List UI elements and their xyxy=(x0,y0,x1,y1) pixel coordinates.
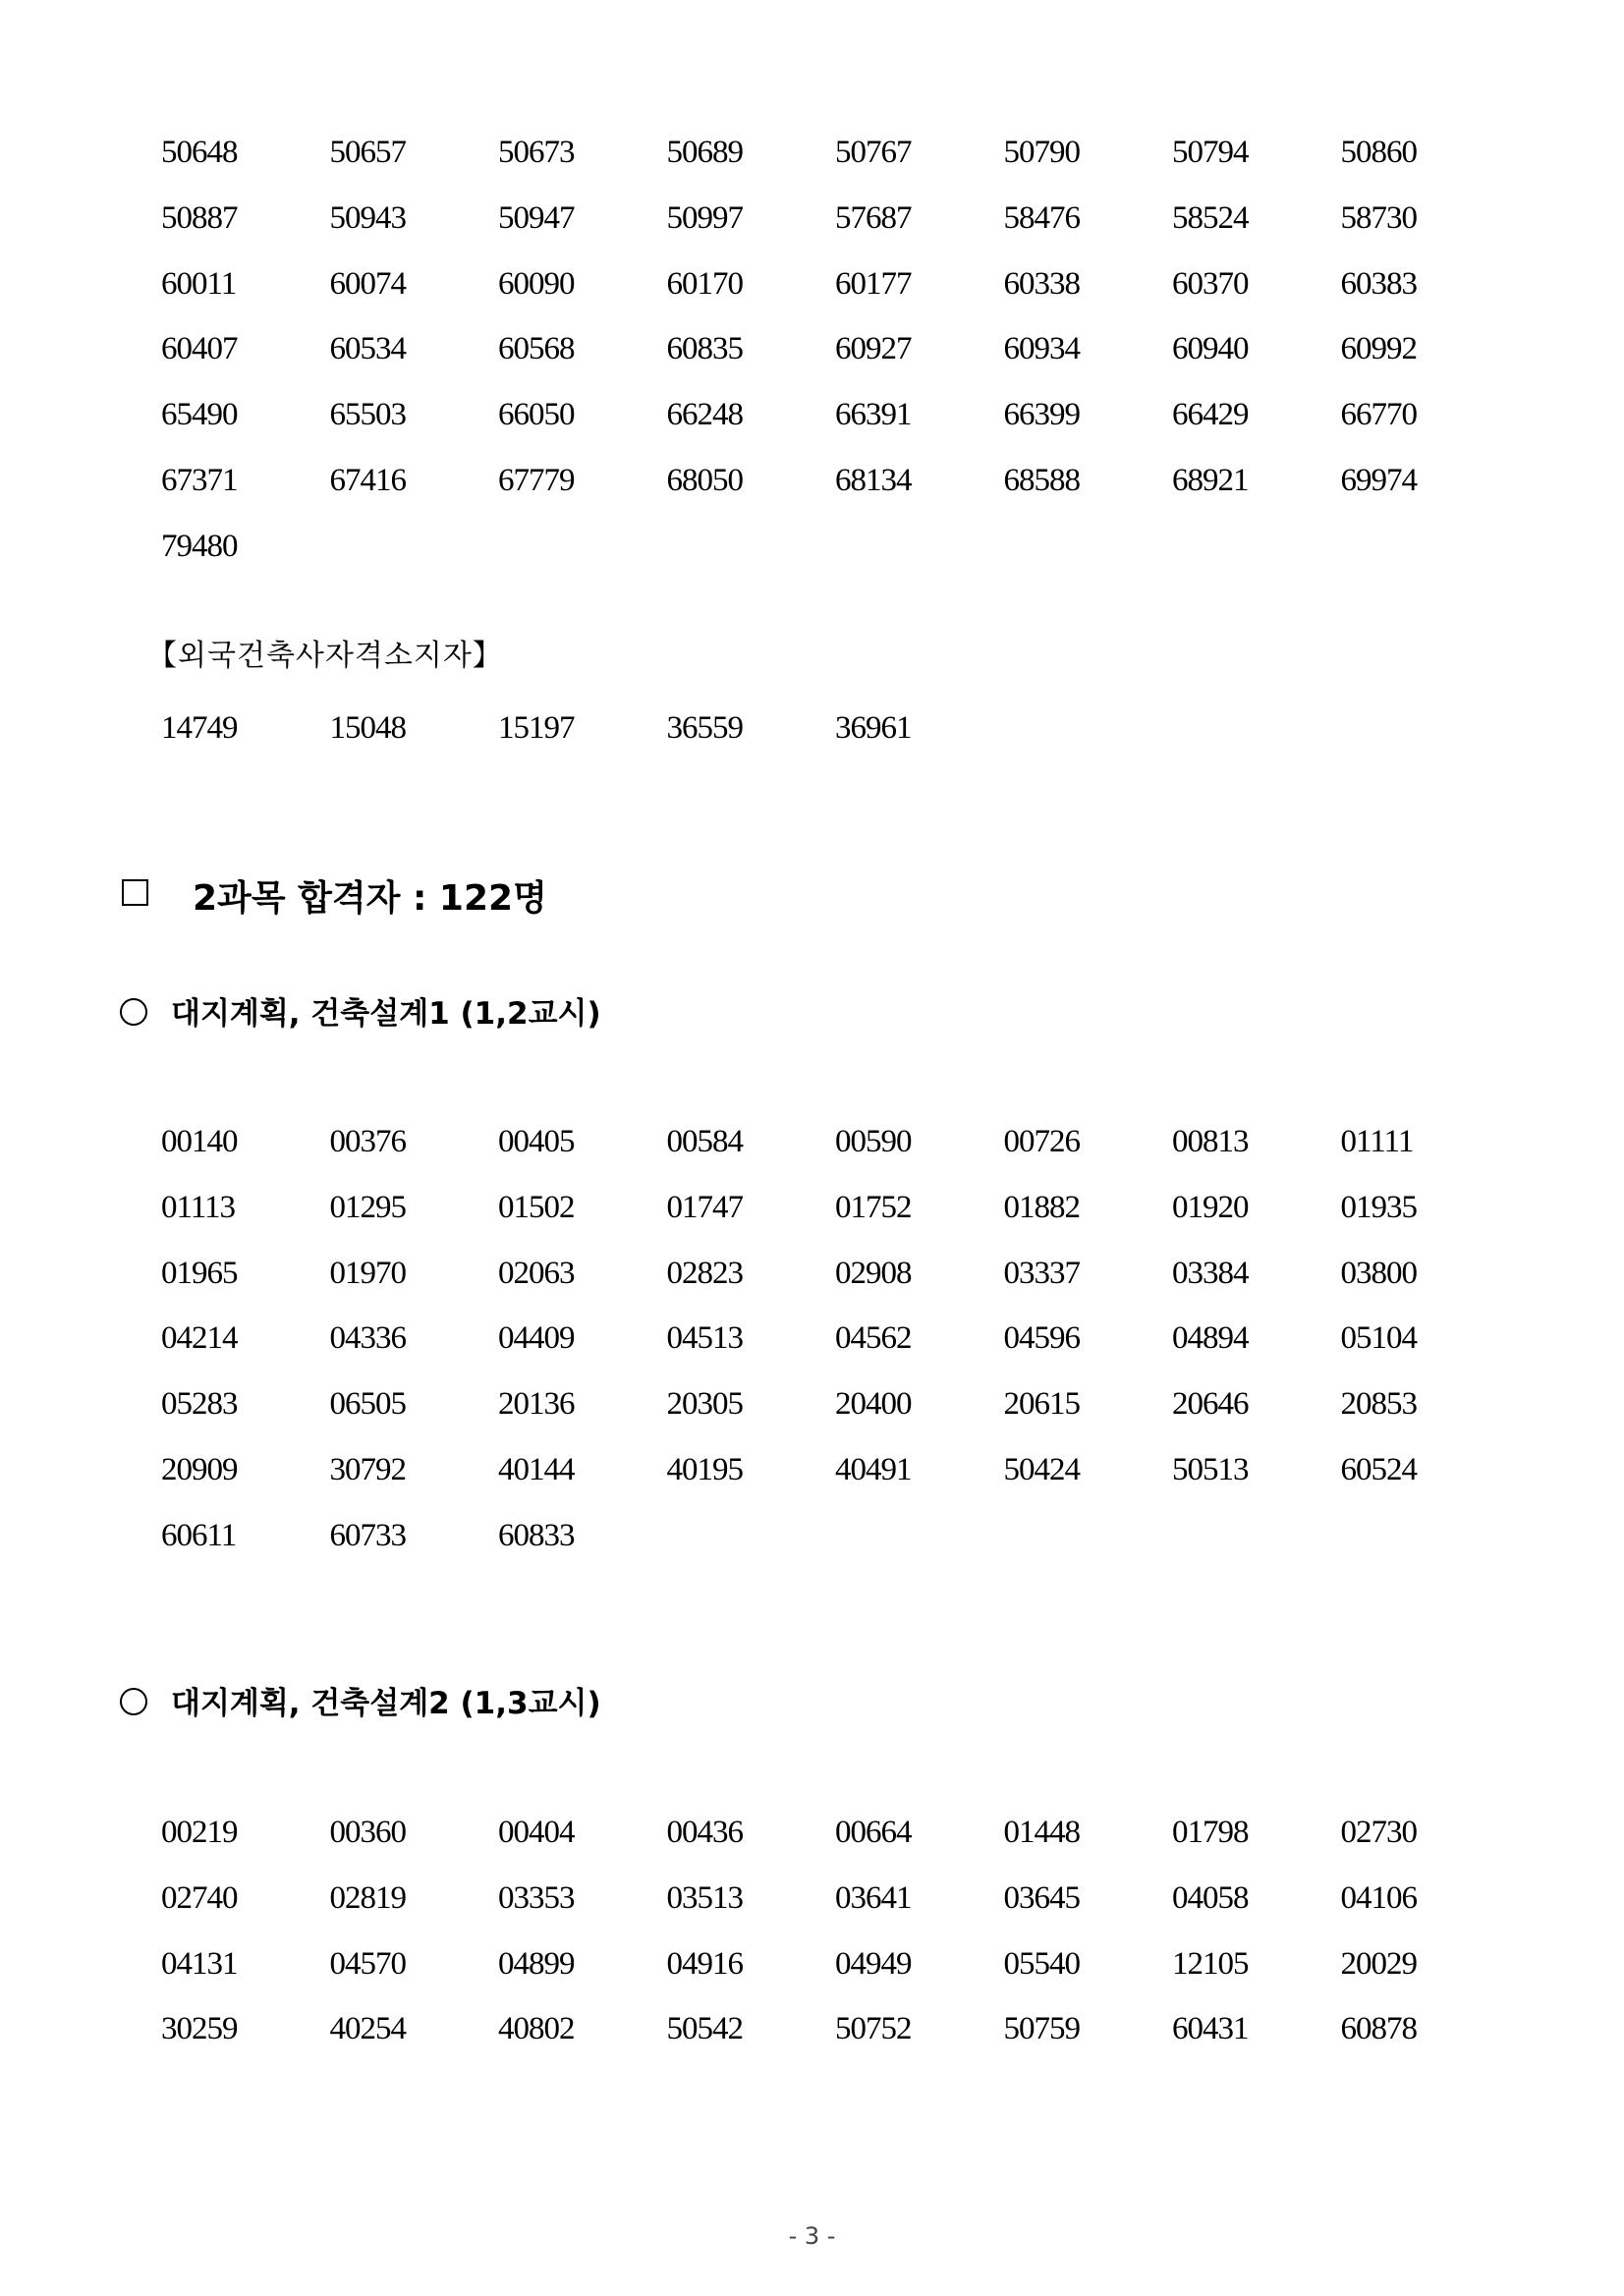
candidate-number: 50689 xyxy=(666,135,743,170)
candidate-number: 30792 xyxy=(329,1451,406,1487)
candidate-number: 60934 xyxy=(1003,331,1080,367)
candidate-number: 06505 xyxy=(329,1386,406,1423)
candidate-number: 60992 xyxy=(1340,331,1417,367)
candidate-number: 68050 xyxy=(666,462,743,498)
candidate-number: 60940 xyxy=(1172,331,1249,367)
candidate-number: 03800 xyxy=(1340,1255,1417,1291)
candidate-number: 04949 xyxy=(835,1945,912,1982)
candidate-number: 04336 xyxy=(329,1320,406,1357)
candidate-number: 60383 xyxy=(1340,265,1417,302)
candidate-number: 04513 xyxy=(666,1320,743,1357)
candidate-number: 60611 xyxy=(161,1517,237,1553)
candidate-number: 00404 xyxy=(498,1815,575,1850)
candidate-number: 01448 xyxy=(1003,1815,1080,1850)
candidate-number: 01798 xyxy=(1172,1815,1249,1850)
foreign-license-holders-label: 【외국건축사자격소지자】 xyxy=(147,639,503,673)
candidate-number: 60011 xyxy=(161,265,237,302)
candidate-number: 50542 xyxy=(666,2011,743,2047)
candidate-number: 50887 xyxy=(161,199,238,236)
candidate-number: 04916 xyxy=(666,1945,743,1982)
candidate-number: 66391 xyxy=(835,397,912,433)
subsection-1-label: 대지계획, 건축설계1 (1,2교시) xyxy=(171,996,601,1032)
candidate-number: 00813 xyxy=(1172,1124,1249,1159)
candidate-number: 60878 xyxy=(1340,2011,1417,2047)
candidate-number: 67416 xyxy=(329,462,406,498)
candidate-number: 40491 xyxy=(835,1451,912,1487)
candidate-number: 60927 xyxy=(835,331,912,367)
candidate-number: 20305 xyxy=(666,1386,743,1423)
candidate-number: 00664 xyxy=(835,1815,912,1850)
candidate-number: 05104 xyxy=(1340,1320,1417,1357)
candidate-number: 30259 xyxy=(161,2011,238,2047)
candidate-number: 00219 xyxy=(161,1815,238,1850)
candidate-number: 01111 xyxy=(1340,1124,1414,1159)
candidate-number: 04106 xyxy=(1340,1879,1417,1916)
candidate-number: 02819 xyxy=(329,1879,406,1916)
candidate-number: 60833 xyxy=(498,1517,575,1553)
section-heading: 2과목 합격자 : 122명 xyxy=(193,878,547,919)
candidate-number: 00376 xyxy=(329,1124,406,1159)
candidate-number: 15197 xyxy=(498,710,575,746)
candidate-number: 60534 xyxy=(329,331,406,367)
candidate-number: 05283 xyxy=(161,1386,238,1423)
candidate-number: 58524 xyxy=(1172,199,1249,236)
candidate-number: 50759 xyxy=(1003,2011,1080,2047)
candidate-number: 04596 xyxy=(1003,1320,1080,1357)
candidate-number: 00360 xyxy=(329,1815,406,1850)
candidate-number: 15048 xyxy=(329,710,406,746)
candidate-number: 02823 xyxy=(666,1255,743,1291)
candidate-number: 68134 xyxy=(835,462,912,498)
candidate-number: 60524 xyxy=(1340,1451,1417,1487)
circle-outline-icon xyxy=(120,1688,147,1715)
candidate-number: 50673 xyxy=(498,135,575,170)
candidate-number: 50513 xyxy=(1172,1451,1249,1487)
top-number-grid xyxy=(161,120,1509,580)
candidate-number: 50767 xyxy=(835,135,912,170)
circle-outline-icon xyxy=(120,998,147,1026)
candidate-number: 50424 xyxy=(1003,1451,1080,1487)
candidate-number: 67779 xyxy=(498,462,575,498)
candidate-number: 04899 xyxy=(498,1945,575,1982)
candidate-number: 36961 xyxy=(835,710,912,746)
candidate-number: 67371 xyxy=(161,462,238,498)
candidate-number: 12105 xyxy=(1172,1945,1249,1982)
candidate-number: 01747 xyxy=(666,1189,743,1225)
candidate-number: 05540 xyxy=(1003,1945,1080,1982)
candidate-number: 01935 xyxy=(1340,1189,1417,1225)
candidate-number: 66770 xyxy=(1340,397,1417,433)
candidate-number: 04409 xyxy=(498,1320,575,1357)
candidate-number: 40254 xyxy=(329,2011,406,2047)
candidate-number: 00584 xyxy=(666,1124,743,1159)
candidate-number: 65490 xyxy=(161,397,238,433)
candidate-number: 66429 xyxy=(1172,397,1249,433)
candidate-number: 01295 xyxy=(329,1189,406,1225)
candidate-number: 60090 xyxy=(498,265,575,302)
candidate-number: 20400 xyxy=(835,1386,912,1423)
candidate-number: 50997 xyxy=(666,199,743,236)
candidate-number: 79480 xyxy=(161,528,238,564)
candidate-number: 00726 xyxy=(1003,1124,1080,1159)
candidate-number: 03353 xyxy=(498,1879,575,1916)
candidate-number: 04894 xyxy=(1172,1320,1249,1357)
candidate-number: 00590 xyxy=(835,1124,912,1159)
subsection-2-number-grid xyxy=(161,1800,1509,2062)
square-outline-icon xyxy=(122,879,148,906)
candidate-number: 02908 xyxy=(835,1255,912,1291)
candidate-number: 50943 xyxy=(329,199,406,236)
candidate-number: 20646 xyxy=(1172,1386,1249,1423)
candidate-number: 60407 xyxy=(161,331,238,367)
candidate-number: 03645 xyxy=(1003,1879,1080,1916)
candidate-number: 04058 xyxy=(1172,1879,1249,1916)
candidate-number: 60835 xyxy=(666,331,743,367)
candidate-number: 02740 xyxy=(161,1879,238,1916)
candidate-number: 02730 xyxy=(1340,1815,1417,1850)
candidate-number: 66050 xyxy=(498,397,575,433)
candidate-number: 58730 xyxy=(1340,199,1417,236)
candidate-number: 02063 xyxy=(498,1255,575,1291)
candidate-number: 20029 xyxy=(1340,1945,1417,1982)
candidate-number: 50752 xyxy=(835,2011,912,2047)
candidate-number: 68921 xyxy=(1172,462,1249,498)
page-number: - 3 - xyxy=(788,2222,836,2250)
candidate-number: 65503 xyxy=(329,397,406,433)
subsection-2-label: 대지계획, 건축설계2 (1,3교시) xyxy=(171,1686,601,1721)
candidate-number: 20853 xyxy=(1340,1386,1417,1423)
candidate-number: 03513 xyxy=(666,1879,743,1916)
candidate-number: 40802 xyxy=(498,2011,575,2047)
candidate-number: 01882 xyxy=(1003,1189,1080,1225)
candidate-number: 68588 xyxy=(1003,462,1080,498)
candidate-number: 50648 xyxy=(161,135,238,170)
candidate-number: 04131 xyxy=(161,1945,238,1982)
candidate-number: 60370 xyxy=(1172,265,1249,302)
candidate-number: 00436 xyxy=(666,1815,743,1850)
candidate-number: 60338 xyxy=(1003,265,1080,302)
candidate-number: 60733 xyxy=(329,1517,406,1553)
candidate-number: 60431 xyxy=(1172,2011,1249,2047)
candidate-number: 50657 xyxy=(329,135,406,170)
candidate-number: 14749 xyxy=(161,710,238,746)
candidate-number: 01970 xyxy=(329,1255,406,1291)
candidate-number: 00140 xyxy=(161,1124,238,1159)
candidate-number: 50860 xyxy=(1340,135,1417,170)
candidate-number: 40144 xyxy=(498,1451,575,1487)
candidate-number: 03641 xyxy=(835,1879,912,1916)
candidate-number: 00405 xyxy=(498,1124,575,1159)
candidate-number: 04562 xyxy=(835,1320,912,1357)
candidate-number: 20136 xyxy=(498,1386,575,1423)
candidate-number: 50947 xyxy=(498,199,575,236)
candidate-number: 66399 xyxy=(1003,397,1080,433)
foreign-number-grid xyxy=(161,696,1509,761)
candidate-number: 50790 xyxy=(1003,135,1080,170)
candidate-number: 36559 xyxy=(666,710,743,746)
candidate-number: 58476 xyxy=(1003,199,1080,236)
candidate-number: 60177 xyxy=(835,265,912,302)
candidate-number: 20615 xyxy=(1003,1386,1080,1423)
candidate-number: 60170 xyxy=(666,265,743,302)
candidate-number: 01920 xyxy=(1172,1189,1249,1225)
candidate-number: 57687 xyxy=(835,199,912,236)
candidate-number: 40195 xyxy=(666,1451,743,1487)
candidate-number: 01752 xyxy=(835,1189,912,1225)
candidate-number: 01113 xyxy=(161,1189,236,1225)
candidate-number: 50794 xyxy=(1172,135,1249,170)
candidate-number: 03337 xyxy=(1003,1255,1080,1291)
subsection-1-number-grid xyxy=(161,1109,1509,1569)
candidate-number: 20909 xyxy=(161,1451,238,1487)
candidate-number: 04570 xyxy=(329,1945,406,1982)
candidate-number: 03384 xyxy=(1172,1255,1249,1291)
candidate-number: 60568 xyxy=(498,331,575,367)
candidate-number: 69974 xyxy=(1340,462,1417,498)
candidate-number: 66248 xyxy=(666,397,743,433)
candidate-number: 04214 xyxy=(161,1320,238,1357)
candidate-number: 01502 xyxy=(498,1189,575,1225)
candidate-number: 01965 xyxy=(161,1255,238,1291)
candidate-number: 60074 xyxy=(329,265,406,302)
